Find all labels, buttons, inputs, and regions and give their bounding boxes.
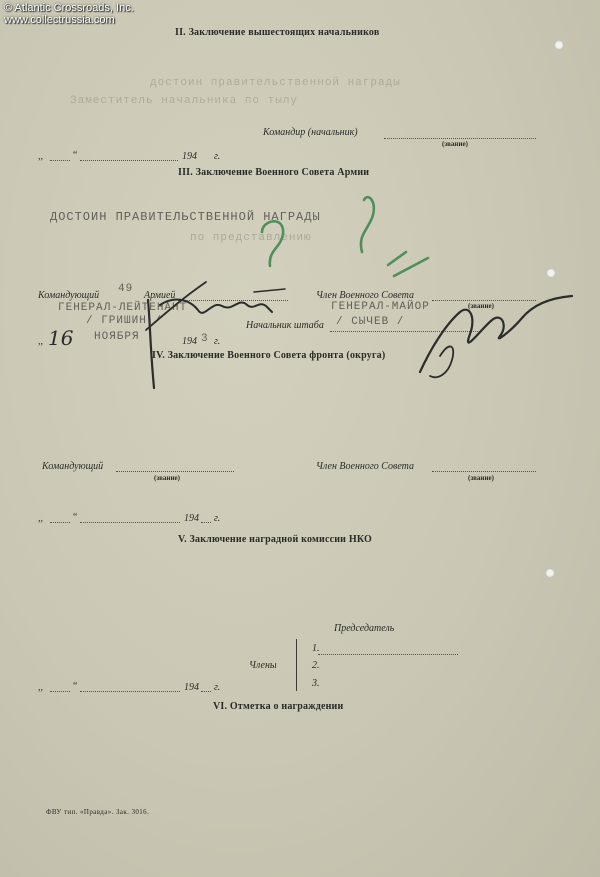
section-3-typed-year-digit: 3 <box>201 333 209 345</box>
section-3-rank-label: (звание) <box>468 302 494 310</box>
section-2-date-quote: “ <box>72 150 78 161</box>
section-3-chief-label: Начальник штаба <box>246 320 324 331</box>
section-4-commander-label: Командующий <box>42 461 104 472</box>
section-5-heading: V. Заключение наградной комиссии НКО <box>178 534 373 545</box>
section-6-heading: VI. Отметка о награждении <box>213 701 344 712</box>
section-5-year-prefix: 194 <box>184 682 199 693</box>
section-3-typed-name-right: / СЫЧЕВ / <box>336 316 405 328</box>
section-4-date-open: ,, <box>38 513 43 524</box>
section-4-year-prefix: 194 <box>184 513 199 524</box>
section-3-typed-line-2: по представлению <box>190 232 312 244</box>
section-5-year-suffix: г. <box>214 682 221 693</box>
section-5-member-number-1: 1. <box>312 643 320 654</box>
section-4-rank-label-left: (звание) <box>154 474 180 482</box>
section-4-heading: IV. Заключение Военного Совета фронта (округа) <box>152 350 386 361</box>
section-3-year-suffix: г. <box>214 336 221 347</box>
section-3-typed-line-1: ДОСТОИН ПРАВИТЕЛЬСТВЕННОЙ НАГРАДЫ <box>50 210 321 224</box>
section-3-handwritten-day: 16 <box>48 326 74 350</box>
section-3-typed-rank-left: ГЕНЕРАЛ-ЛЕЙТЕНАНТ <box>58 302 188 314</box>
section-3-army-number: 49 <box>118 283 134 295</box>
section-2-year-suffix: г. <box>214 151 221 162</box>
section-5-date-quote: “ <box>72 681 78 692</box>
section-3-year-prefix: 194 <box>182 336 197 347</box>
section-4-member-label: Член Военного Совета <box>316 461 414 472</box>
green-pencil-marks <box>262 197 428 276</box>
section-2-date-open: ,, <box>38 151 43 162</box>
section-3-typed-name-left: / ГРИШИН / <box>86 315 163 327</box>
section-3-member-label: Член Военного Совета <box>316 290 414 301</box>
section-2-year-prefix: 194 <box>182 151 197 162</box>
member-signature <box>420 296 572 377</box>
section-2-heading: II. Заключение вышестоящих начальников <box>175 27 380 38</box>
section-5-members-label: Члены <box>249 660 277 671</box>
section-3-date-open: ,, <box>38 336 43 347</box>
commander-signature <box>146 282 285 388</box>
watermark-line-1: © Atlantic Crossroads, Inc. <box>4 2 134 14</box>
section-3-army-label: Армией <box>144 290 176 301</box>
section-2-rank-label: (звание) <box>442 140 468 148</box>
section-4-date-quote: “ <box>72 512 78 523</box>
section-4-rank-label-right: (звание) <box>468 474 494 482</box>
section-5-chairman-label: Председатель <box>334 623 395 634</box>
section-3-commander-label: Командующий <box>38 290 100 301</box>
section-2-typed-line-2: Заместитель начальника по тылу <box>70 95 299 107</box>
watermark-line-2: www.collectrussia.com <box>4 14 115 26</box>
section-5-date-open: ,, <box>38 682 43 693</box>
section-2-typed-line-1: достоин правительственной награды <box>150 77 401 89</box>
section-3-typed-month: НОЯБРЯ <box>94 331 140 343</box>
section-5-member-number-3: 3. <box>312 678 320 689</box>
section-2-commander-label: Командир (начальник) <box>263 127 358 138</box>
section-4-year-suffix: г. <box>214 513 221 524</box>
section-3-heading: III. Заключение Военного Совета Армии <box>178 167 370 178</box>
section-3-typed-rank-right: ГЕНЕРАЛ-МАЙОР <box>331 301 430 313</box>
section-5-member-number-2: 2. <box>312 660 320 671</box>
printer-note: ФВУ тип. «Правда». Зак. 3016. <box>46 808 150 816</box>
